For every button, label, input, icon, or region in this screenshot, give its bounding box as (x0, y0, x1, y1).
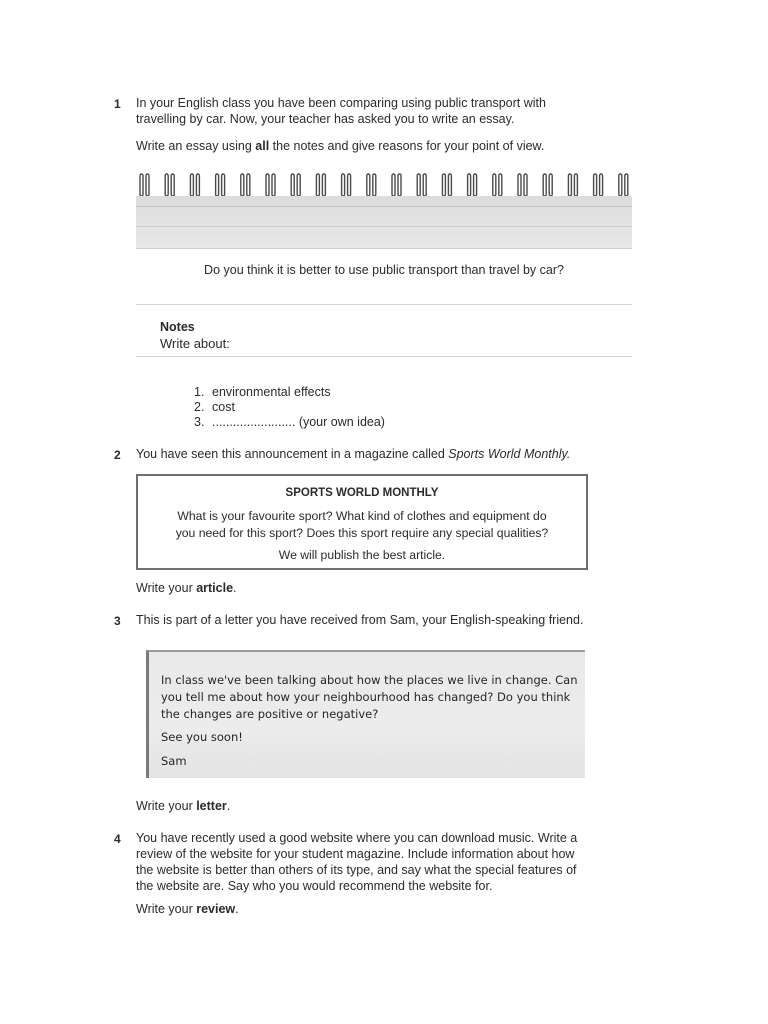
letter-line-3: the changes are positive or negative? (161, 707, 379, 721)
task-3-write-instruction: Write your letter. (136, 799, 231, 813)
spiral-ring (619, 174, 622, 196)
task-4-number: 4 (114, 832, 121, 846)
announcement-line-1: What is your favourite sport? What kind of clothes and equipment do (177, 509, 547, 523)
spiral-ring (448, 174, 451, 196)
spiral-ring (190, 174, 193, 196)
spiral-ring (146, 174, 149, 196)
spiral-ring (518, 174, 521, 196)
spiral-ring (468, 174, 471, 196)
notes-subtitle: Write about: (160, 336, 230, 351)
spiral-ring (398, 174, 401, 196)
spiral-ring (442, 174, 445, 196)
spiral-ring (348, 174, 351, 196)
spiral-ring (574, 174, 577, 196)
letter-line-2: you tell me about how your neighbourhood has changed? Do you think (161, 690, 571, 704)
letter-line-1: In class we've been talking about how the places we live in change. Can (161, 673, 578, 687)
notepad (136, 196, 632, 432)
task-1-number: 1 (114, 97, 121, 111)
spiral-ring (600, 174, 603, 196)
spiral-ring (297, 174, 300, 196)
spiral-ring (493, 174, 496, 196)
list-item: 3. ........................ (your own idea) (194, 415, 385, 429)
spiral-ring (423, 174, 426, 196)
task-2-intro (136, 446, 570, 462)
notes-title: Notes (160, 320, 195, 334)
task-2-intro-a: You have seen this announcement in a magazine called (136, 447, 449, 461)
spiral-ring (342, 174, 345, 196)
spiral-ring (367, 174, 370, 196)
announcement-box (136, 474, 588, 570)
task-1-instruction-c: the notes and give reasons for your point of view. (269, 139, 545, 153)
spiral-ring (568, 174, 571, 196)
list-item: 2. cost (194, 400, 235, 414)
task-1-instruction (136, 138, 544, 154)
letter-sign-off: See you soon! (161, 730, 243, 744)
spiral-ring (373, 174, 376, 196)
task-1-instruction-a: Write an essay using (136, 139, 256, 153)
spiral-ring (140, 174, 143, 196)
list-item: 1. environmental effects (194, 385, 331, 399)
spiral-ring (392, 174, 395, 196)
essay-question: Do you think it is better to use public transport than travel by car? (204, 263, 564, 277)
spiral-ring (247, 174, 250, 196)
announcement-line-2: you need for this sport? Does this sport require any special qualities? (175, 526, 549, 540)
letter-excerpt (146, 650, 585, 778)
task-4-line-3: the website is better than others of its type, and say what the special features of (136, 863, 577, 877)
task-4-line-2: review of the website for your student magazine. Include information about how (136, 847, 575, 861)
task-1-instruction-b: all (255, 139, 270, 153)
spiral-ring (524, 174, 527, 196)
spiral-ring (272, 174, 275, 196)
notepad-divider (136, 304, 632, 305)
spiral-ring (474, 174, 477, 196)
notepad-divider (136, 356, 632, 357)
task-2-write-instruction: Write your article. (136, 581, 237, 595)
magazine-name: Sports World Monthly. (448, 447, 571, 461)
task-4-line-1: You have recently used a good website where you can download music. Write a (136, 831, 578, 845)
spiral-ring (196, 174, 199, 196)
spiral-ring (216, 174, 219, 196)
spiral-ring (171, 174, 174, 196)
announcement-line-3: We will publish the best article. (278, 548, 446, 562)
spiral-ring (222, 174, 225, 196)
letter-signature: Sam (161, 754, 187, 768)
task-4-write-instruction: Write your review. (136, 902, 239, 916)
notes-list (194, 384, 385, 429)
task-3-number: 3 (114, 614, 121, 628)
announcement-title: SPORTS WORLD MONTHLY (285, 487, 439, 499)
spiral-ring (625, 174, 628, 196)
task-1-line-2: travelling by car. Now, your teacher has asked you to write an essay. (136, 112, 515, 126)
spiral-ring (594, 174, 597, 196)
spiral-ring (266, 174, 269, 196)
task-3-intro: This is part of a letter you have received from Sam, your English-speaking friend. (136, 613, 584, 627)
task-2-number: 2 (114, 448, 121, 462)
notepad-header-strip (136, 196, 632, 249)
spiral-ring (417, 174, 420, 196)
spiral-ring (291, 174, 294, 196)
task-1-line-1: In your English class you have been comparing using public transport with (136, 96, 546, 110)
task-4-line-4: the website are. Say who you would recommend the website for. (136, 879, 493, 893)
spiral-ring (241, 174, 244, 196)
spiral-ring (549, 174, 552, 196)
spiral-ring (316, 174, 319, 196)
spiral-ring (165, 174, 168, 196)
spiral-ring (322, 174, 325, 196)
spiral-ring (543, 174, 546, 196)
spiral-ring (499, 174, 502, 196)
